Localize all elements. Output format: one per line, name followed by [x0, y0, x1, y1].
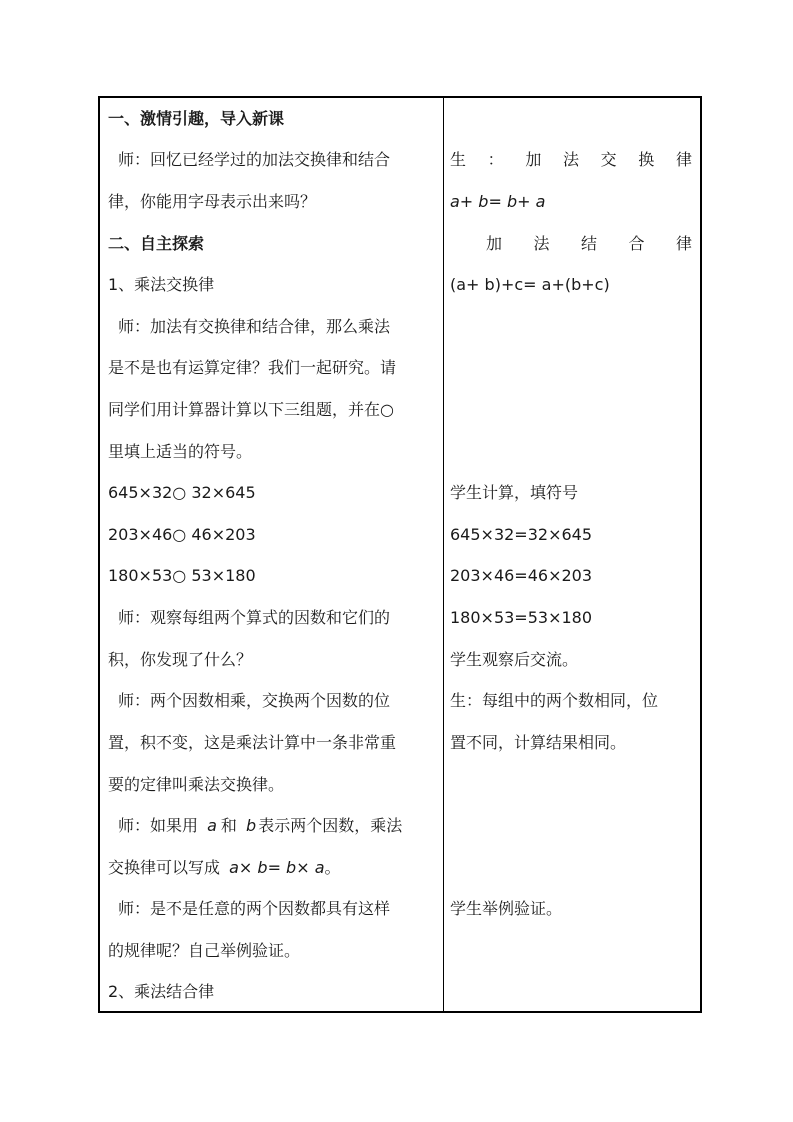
addition-associative-formula: (a+ b)+c= a+(b+c)	[450, 275, 610, 294]
teacher-line-6b: 的规律呢？自己举例验证。	[108, 941, 301, 960]
question-1: 645×32○ 32×645	[108, 483, 256, 502]
text-segment: 交换律可以写成	[108, 858, 221, 877]
char: 律	[675, 234, 692, 253]
commutative-formula: a× b= b× a	[229, 858, 325, 877]
text-segment: 。	[324, 858, 341, 877]
teacher-line-5b	[108, 857, 341, 879]
text-segment: 表示两个因数，乘法	[258, 816, 403, 835]
text-segment: 和	[220, 816, 237, 835]
answer-2: 203×46=46×203	[450, 566, 593, 585]
question-3: 180×53○ 53×180	[108, 566, 256, 585]
student-verify: 学生举例验证。	[450, 899, 563, 918]
column-divider	[443, 98, 444, 1011]
char: 生	[450, 150, 467, 169]
student-answer-a: 生：每组中的两个数相同，位	[450, 691, 659, 710]
teacher-line-2a: 师：加法有交换律和结合律，那么乘法	[118, 317, 391, 336]
teacher-line-4c: 要的定律叫乘法交换律。	[108, 775, 285, 794]
teacher-line-2b: 是不是也有运算定律？我们一起研究。请	[108, 358, 397, 377]
teacher-line-1b: 律，你能用字母表示出来吗？	[108, 192, 317, 211]
teacher-line-5a	[118, 815, 402, 837]
teacher-line-3b: 积，你发现了什么？	[108, 650, 253, 669]
section-associative: 2、乘法结合律	[108, 982, 215, 1001]
addition-commutative-formula: a+ b= b+ a	[450, 192, 546, 211]
char: 换	[638, 150, 655, 169]
teacher-line-4a: 师：两个因数相乘，交换两个因数的位	[118, 691, 391, 710]
question-2: 203×46○ 46×203	[108, 525, 256, 544]
char: 加	[486, 234, 503, 253]
answer-1: 645×32=32×645	[450, 525, 593, 544]
teacher-line-2d: 里填上适当的符号。	[108, 442, 253, 461]
char: 法	[562, 150, 579, 169]
student-calculate: 学生计算，填符号	[450, 483, 579, 502]
char: 交	[600, 150, 617, 169]
heading-explore: 二、自主探索	[108, 234, 205, 253]
char: 加	[525, 150, 542, 169]
addition-associative-label	[486, 233, 692, 255]
char: 结	[580, 234, 597, 253]
char: ：	[487, 150, 504, 169]
teacher-line-4b: 置，积不变，这是乘法计算中一条非常重	[108, 733, 397, 752]
teacher-line-6a: 师：是不是任意的两个因数都具有这样	[118, 899, 391, 918]
char: 法	[533, 234, 550, 253]
answer-3: 180×53=53×180	[450, 608, 593, 627]
student-observe: 学生观察后交流。	[450, 650, 579, 669]
variable-a: a	[207, 816, 217, 835]
lesson-plan-table	[98, 96, 702, 1013]
teacher-line-3a: 师：观察每组两个算式的因数和它们的	[118, 608, 391, 627]
teacher-line-1a: 师：回忆已经学过的加法交换律和结合	[118, 150, 391, 169]
student-addition-commutative	[450, 149, 692, 171]
variable-b: b	[246, 816, 257, 835]
heading-intro: 一、激情引趣，导入新课	[108, 109, 285, 128]
char: 合	[628, 234, 645, 253]
teacher-line-2c: 同学们用计算器计算以下三组题，并在○	[108, 400, 394, 419]
student-answer-b: 置不同，计算结果相同。	[450, 733, 627, 752]
text-segment: 师：如果用	[118, 816, 199, 835]
section-commutative: 1、乘法交换律	[108, 275, 215, 294]
char: 律	[675, 150, 692, 169]
